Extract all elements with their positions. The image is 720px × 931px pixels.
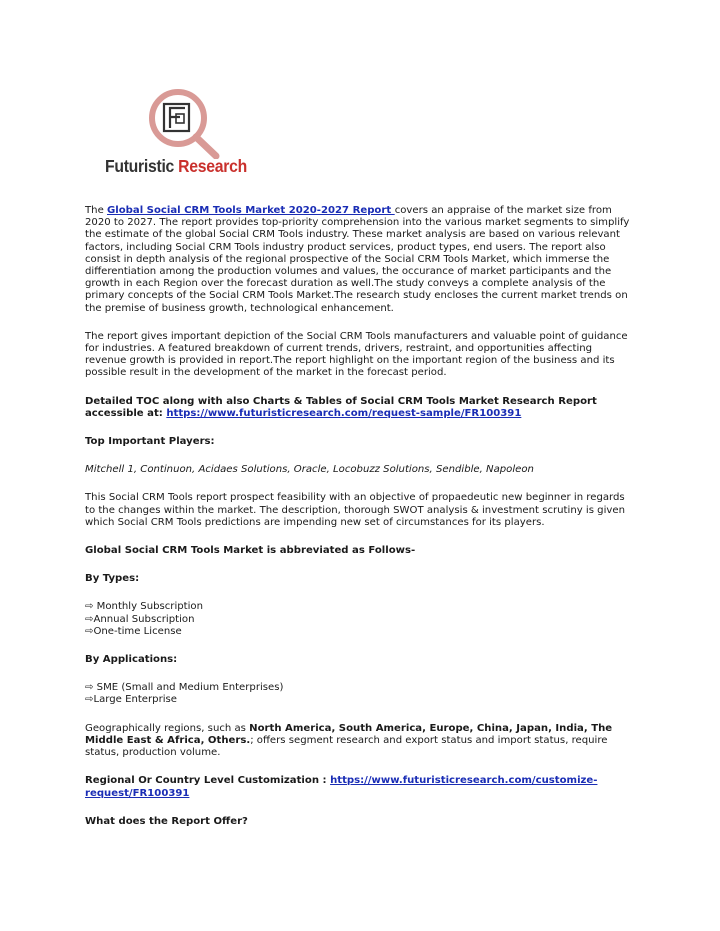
customization-link[interactable]: https://www.futuristicresearch.com/customize-request/FR100391 (85, 775, 598, 799)
list-item: ⇨One-time License (85, 625, 182, 637)
applications-heading: By Applications: (85, 654, 178, 666)
abbreviation-heading: Global Social CRM Tools Market is abbreviated as Follows- (85, 545, 416, 557)
geo-post: ; offers segment research and export status and import status, require status, production volume. (85, 734, 608, 759)
list-item: ⇨ Monthly Subscription (85, 601, 204, 613)
intro-paragraph (85, 205, 635, 315)
intro-post: covers an appraise of the market size from 2020 to 2027. The report provides top-priority comprehension into the various market segments to simplify the estimate of the global Social CRM Tools industry. These market analysis are based on various relevant factors, including Social CRM Tools industry product services, product types, end users. The report also consist in depth analysis of the regional prospective of the Social CRM Tools Market, which immerse the differentiation among the production volumes and values, the occurance of market participants and the growth in each Region over the forecast duration as well.The study conveys a complete analysis of the primary concepts of the Social CRM Tools Market.The research study encloses the current market trends on the premise of business growth, technological enhancement. (85, 205, 630, 314)
intro-pre: The (85, 205, 107, 216)
players-heading: Top Important Players: (85, 436, 215, 448)
customization-text: Regional Or Country Level Customization : (85, 775, 331, 787)
magnifier-f-logo-icon (140, 84, 230, 159)
logo-word-futuristic: Futuristic (105, 156, 175, 176)
offer-heading: What does the Report Offer? (85, 815, 248, 827)
geo-regions: North America, South America, Europe, China, Japan, India, The Middle East & Africa, Others. (85, 722, 613, 746)
report-title-link[interactable]: Global Social CRM Tools Market 2020-2027 Report (106, 205, 395, 216)
logo (100, 84, 270, 186)
customization-paragraph (85, 775, 635, 799)
toc-paragraph (85, 396, 635, 420)
description-paragraph: The report gives important depiction of the Social CRM Tools manufacturers and valuable point of guidance for industries. A featured breakdown of current trends, drivers, restraint, and opportunities affecting revenue growth is provided in report.The report highlight on the important region of the business and its possible result in the development of the market in the forecast period. (85, 330, 628, 379)
logo-text (105, 156, 247, 177)
logo-word-research: Research (178, 156, 247, 176)
list-item: ⇨ SME (Small and Medium Enterprises) (85, 682, 284, 694)
types-list (85, 601, 635, 638)
swot-paragraph: This Social CRM Tools report prospect feasibility with an objective of propaedeutic new beginner in regards to the changes within the market. The description, thorough SWOT analysis & investment scrutiny is given which Social CRM Tools predictions are impending new set of circumstances for its players. (85, 492, 625, 528)
toc-text: Detailed TOC along with also Charts & Tables of Social CRM Tools Market Research Report accessible at: (85, 395, 597, 419)
list-item: ⇨Large Enterprise (85, 694, 177, 706)
sample-request-link[interactable]: https://www.futuristicresearch.com/request-sample/FR100391 (166, 407, 522, 419)
applications-list (85, 682, 635, 706)
list-item: ⇨Annual Subscription (85, 613, 195, 625)
types-heading: By Types: (85, 573, 140, 585)
players-list: Mitchell 1, Continuon, Acidaes Solutions, Oracle, Locobuzz Solutions, Sendible, Napoleon (85, 464, 534, 476)
geography-paragraph (85, 723, 635, 760)
geo-pre: Geographically regions, such as (85, 722, 250, 734)
document-body (85, 205, 635, 844)
